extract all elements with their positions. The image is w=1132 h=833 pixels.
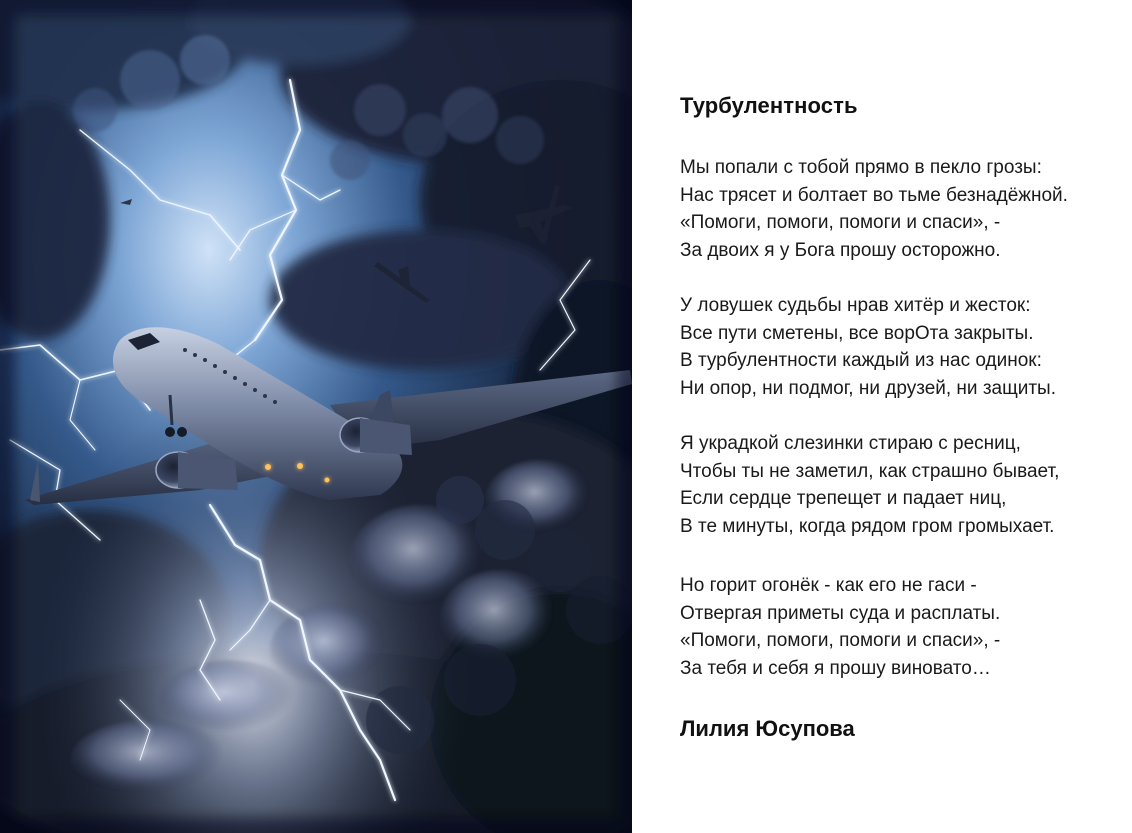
poem-line: У ловушек судьбы нрав хитёр и жесток: bbox=[680, 295, 1031, 316]
poem-line: Ни опор, ни подмог, ни друзей, ни защиты. bbox=[680, 377, 1056, 399]
poem-line: «Помоги, помоги, помоги и спаси», - bbox=[680, 630, 1001, 651]
stanza-2 bbox=[680, 292, 1056, 402]
poem-line: Я украдкой слезинки стираю с ресниц, bbox=[680, 433, 1021, 454]
poem-line: Чтобы ты не заметил, как страшно бывает, bbox=[680, 460, 1060, 482]
poem-line: В турбулентности каждый из нас одинок: bbox=[680, 350, 1042, 371]
poem-line: Если сердце трепещет и падает ниц, bbox=[680, 488, 1007, 509]
poem-line: Отвергая приметы суда и расплаты. bbox=[680, 602, 1001, 624]
stanza-3 bbox=[680, 430, 1059, 540]
stanza-1 bbox=[680, 154, 1068, 264]
poem-line: Нас трясет и болтает во тьме безнадёжной. bbox=[680, 184, 1068, 206]
poem-line: В те минуты, когда рядом гром громыхает. bbox=[680, 515, 1055, 537]
poem-line: Все пути сметены, все ворОта закрыты. bbox=[680, 322, 1034, 344]
poem-line: За тебя и себя я прошу виновато… bbox=[680, 657, 991, 679]
poem-line: Мы попали с тобой прямо в пекло грозы: bbox=[680, 157, 1042, 178]
stanza-4 bbox=[680, 572, 1000, 682]
poem-line: За двоих я у Бога прошу осторожно. bbox=[680, 239, 1001, 261]
poem-author: Лилия Юсупова bbox=[680, 716, 855, 741]
poem-panel bbox=[632, 0, 1132, 833]
poem-title: Турбулентность bbox=[680, 93, 858, 118]
poem-line: Но горит огонёк - как его не гаси - bbox=[680, 575, 977, 596]
poem-line: «Помоги, помоги, помоги и спаси», - bbox=[680, 212, 1001, 233]
